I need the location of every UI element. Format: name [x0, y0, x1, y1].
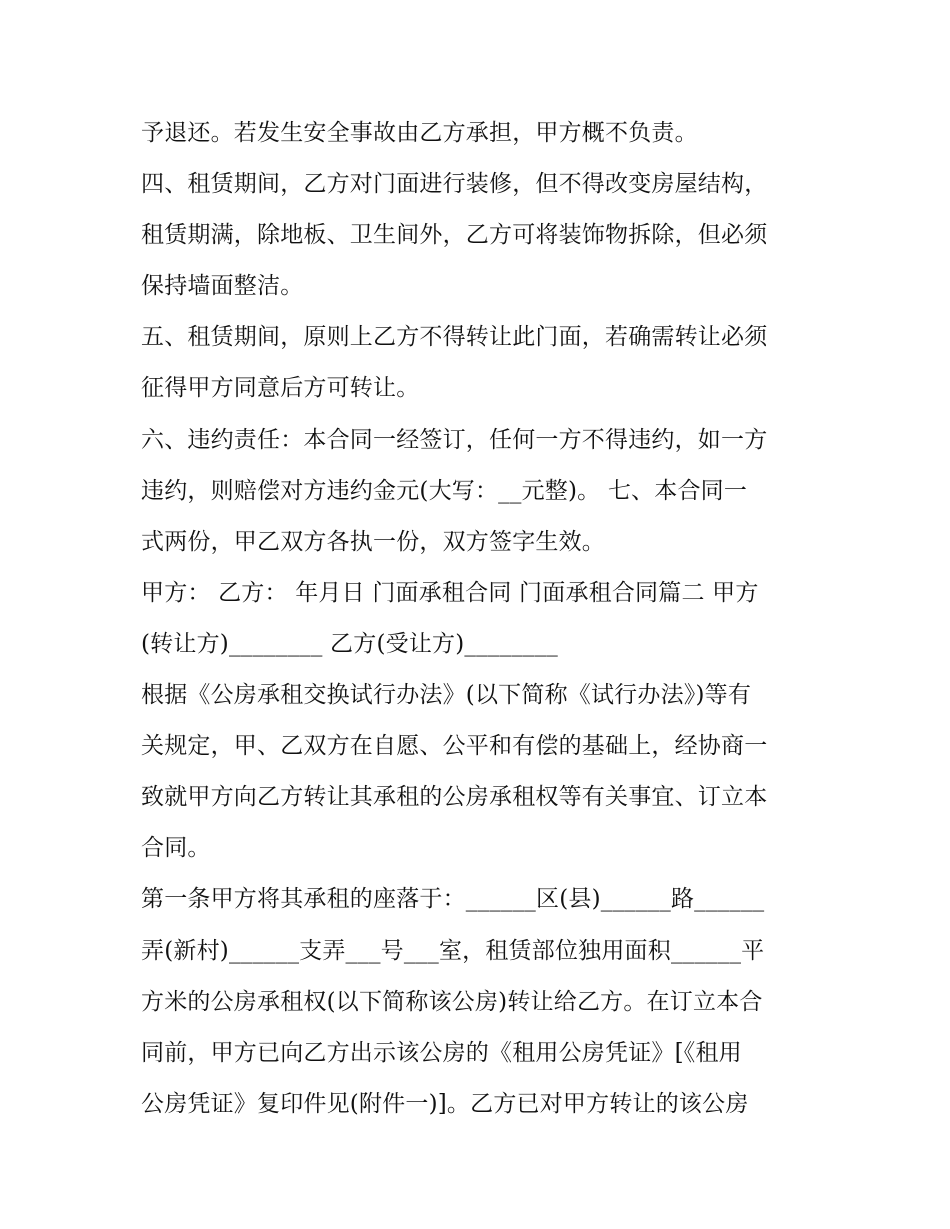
- text-line: 予退还。若发生安全事故由乙方承担，甲方概不负责。: [141, 120, 698, 146]
- text-line: 弄(新村)______支弄___号___室，租赁部位独用面积______平: [141, 937, 765, 964]
- text-line: 合同。: [141, 835, 211, 862]
- text-line: 征得甲方同意后方可转让。: [141, 375, 420, 402]
- text-line: 同前，甲方已向乙方出示该公房的《租用公房凭证》[《租用: [141, 1039, 742, 1066]
- text-line: (转让方)________ 乙方(受让方)________: [141, 630, 559, 657]
- text-line: 第一条甲方将其承租的座落于：______区(县)______路______: [141, 886, 765, 913]
- text-line: 五、租赁期间，原则上乙方不得转让此门面，若确需转让必须: [141, 324, 768, 351]
- text-line: 六、违约责任：本合同一经签订，任何一方不得违约，如一方: [141, 426, 768, 453]
- contract-text: [141, 108, 821, 1130]
- text-line: 根据《公房承租交换试行办法》(以下简称《试行办法》)等有: [141, 682, 752, 709]
- text-line: 致就甲方向乙方转让其承租的公房承租权等有关事宜、订立本: [141, 784, 768, 811]
- text-line: 违约，则赔偿对方违约金元(大写：__元整)。 七、本合同一: [141, 477, 748, 504]
- text-line: 关规定，甲、乙双方在自愿、公平和有偿的基础上，经协商一: [141, 733, 768, 760]
- text-line: 公房凭证》复印件见(附件一)]。乙方已对甲方转让的该公房: [141, 1090, 749, 1117]
- text-line: 保持墙面整洁。: [141, 273, 304, 300]
- text-line: 式两份，甲乙双方各执一份，双方签字生效。: [141, 528, 605, 555]
- text-line: 租赁期满，除地板、卫生间外，乙方可将装饰物拆除，但必须: [141, 222, 768, 249]
- text-line: 甲方： 乙方： 年月日 门面承租合同 门面承租合同篇二 甲方: [141, 579, 759, 606]
- text-line: 方米的公房承租权(以下简称该公房)转让给乙方。在订立本合: [141, 988, 763, 1015]
- text-line: 四、租赁期间，乙方对门面进行装修，但不得改变房屋结构，: [141, 171, 768, 198]
